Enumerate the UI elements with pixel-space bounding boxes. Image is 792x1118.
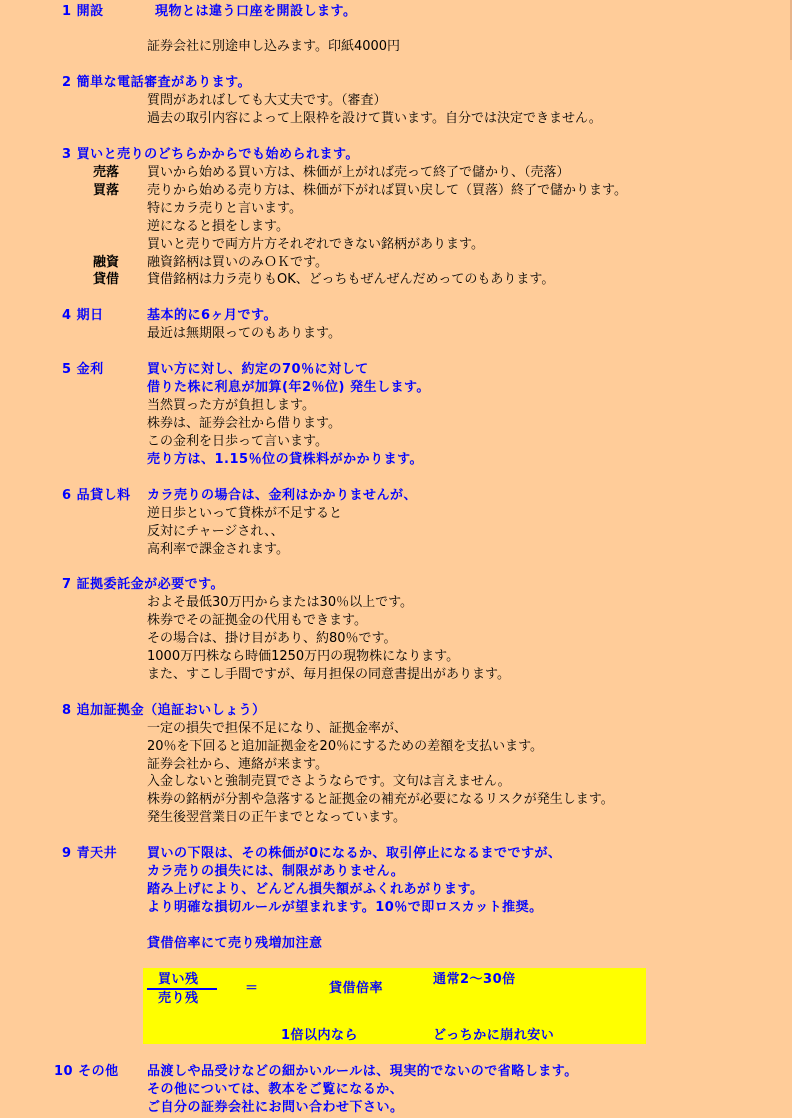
row-label: 貸借 (93, 272, 120, 287)
section-1-heading-text: 現物とは違う口座を開設します。 (155, 4, 357, 19)
section-6-heading: 6 品貸し料 (62, 488, 131, 503)
section-3-heading: 3 買いと売りのどちらかからでも始められます。 (62, 147, 359, 162)
ratio-outcome: どっちかに崩れ安い (433, 1028, 555, 1043)
section-5-line: 株券は、証券会社から借ります。 (147, 416, 341, 431)
row-text: 融資銘柄は買いのみＯＫです。 (147, 255, 328, 270)
section-9-heading-text: 買いの下限は、その株価が0になるか、取引停止になるまでですが、 (147, 846, 562, 861)
section-8-line: 20％を下回ると追加証拠金を20％にするための差額を支払います。 (147, 739, 544, 754)
section-10-heading-text: 品渡しや品受けなどの細かいルールは、現実的でないので省略します。 (147, 1064, 578, 1079)
row-text: 特にカラ売りと言います。 (147, 201, 302, 216)
section-6-heading-text: カラ売りの場合は、金利はかかりませんが、 (147, 488, 418, 503)
section-7-line: その場合は、掛け目があり、約80％です。 (147, 631, 397, 646)
row-label: 売落 (93, 165, 120, 180)
section-8-line: 一定の損失で担保不足になり、証拠金率が、 (147, 721, 408, 736)
row-text: 買いから始める買い方は、株価が上がれば売って終了で儲かり、（売落） (147, 165, 570, 180)
section-9-blue-line: 踏み上げにより、どんどん損失額がふくれあがります。 (147, 882, 484, 897)
section-8-line: 証券会社から、連絡が来ます。 (147, 757, 328, 772)
section-5-line: 当然買った方が負担します。 (147, 398, 315, 413)
section-5-blue-line: 借りた株に利息が加算(年2％位) 発生します。 (147, 380, 430, 395)
section-6-line: 反対にチャージされ、、 (147, 524, 284, 539)
row-text: 逆になると損をします。 (147, 219, 289, 234)
section-1-line: 証券会社に別途申し込みます。印紙4000円 (147, 39, 401, 54)
section-4-heading: 4 期日 (62, 308, 104, 323)
fraction-line (147, 988, 217, 990)
row-label: 買落 (93, 183, 120, 198)
ratio-box (143, 968, 646, 1044)
section-10-blue-line: その他については、教本をご覧になるか、 (147, 1082, 404, 1097)
section-7-line: 株券でその証拠金の代用もできます。 (147, 613, 367, 628)
ratio-term: 貸借倍率 (329, 981, 384, 996)
section-10-blue-line: ご自分の証券会社にお問い合わせ下さい。 (147, 1100, 404, 1115)
ratio-numerator: 買い残 (158, 972, 199, 987)
ratio-normal-range: 通常2～30倍 (433, 972, 516, 987)
section-4-line: 最近は無期限ってのもあります。 (147, 326, 341, 341)
section-6-line: 逆日歩といって貸株が不足すると (147, 506, 343, 521)
section-5-blue-line-2: 売り方は、1.15％位の貸株料がかかります。 (147, 452, 424, 467)
section-4-heading-text: 基本的に6ヶ月です。 (147, 308, 278, 323)
section-7-line: 1000万円株なら時価1250万円の現物株になります。 (147, 649, 460, 664)
section-7-line: およそ最低30万円からまたは30％以上です。 (147, 595, 414, 610)
row-label: 融資 (93, 255, 120, 270)
section-8-line: 入金しないと強制売買でさようならです。文句は言えません。 (147, 774, 511, 789)
section-2-line: 過去の取引内容によって上限枠を設けて貰います。自分では決定できません。 (147, 111, 602, 126)
section-9-note: 貸借倍率にて売り残増加注意 (147, 936, 323, 951)
section-9-blue-line: より明確な損切ルールが望まれます。10％で即ロスカット推奨。 (147, 900, 543, 915)
section-8-line: 発生後翌営業日の正午までとなっています。 (147, 810, 406, 825)
section-9-heading: 9 青天井 (62, 846, 118, 861)
section-2-heading: 2 簡単な電話審査があります。 (62, 75, 252, 90)
section-1-heading: 1 開設 (62, 4, 104, 19)
section-2-line: 質問があればしても大丈夫です。（審査） (147, 93, 387, 108)
section-7-heading: 7 証拠委託金が必要です。 (62, 577, 225, 592)
row-text: 買いと売りで両方片方それぞれできない銘柄があります。 (147, 237, 484, 252)
row-text: 売りから始める売り方は、株価が下がれば買い戻して（買落）終了で儲かります。 (147, 183, 627, 198)
section-9-blue-line: カラ売りの損失には、制限がありません。 (147, 864, 405, 879)
section-10-heading: 10 その他 (54, 1064, 119, 1079)
section-5-heading-text: 買い方に対し、約定の70％に対して (147, 362, 369, 377)
ratio-denominator: 売り残 (158, 991, 199, 1006)
ratio-under-one: 1倍以内なら (281, 1028, 359, 1043)
section-5-line: この金利を日歩って言います。 (147, 434, 328, 449)
section-5-heading: 5 金利 (62, 362, 104, 377)
section-8-line: 株券の銘柄が分割や急落すると証拠金の補充が必要になるリスクが発生します。 (147, 792, 614, 807)
section-6-line: 高利率で課金されます。 (147, 542, 289, 557)
row-text: 貸借銘柄は力ラ売りもOK、どっちもぜんぜんだめってのもあります。 (147, 272, 555, 287)
section-7-line: また、すこし手間ですが、毎月担保の同意書提出があります。 (147, 667, 510, 682)
section-8-heading: 8 追加証拠金（追証おいしょう） (62, 703, 266, 718)
ratio-equals: ＝ (245, 981, 259, 996)
